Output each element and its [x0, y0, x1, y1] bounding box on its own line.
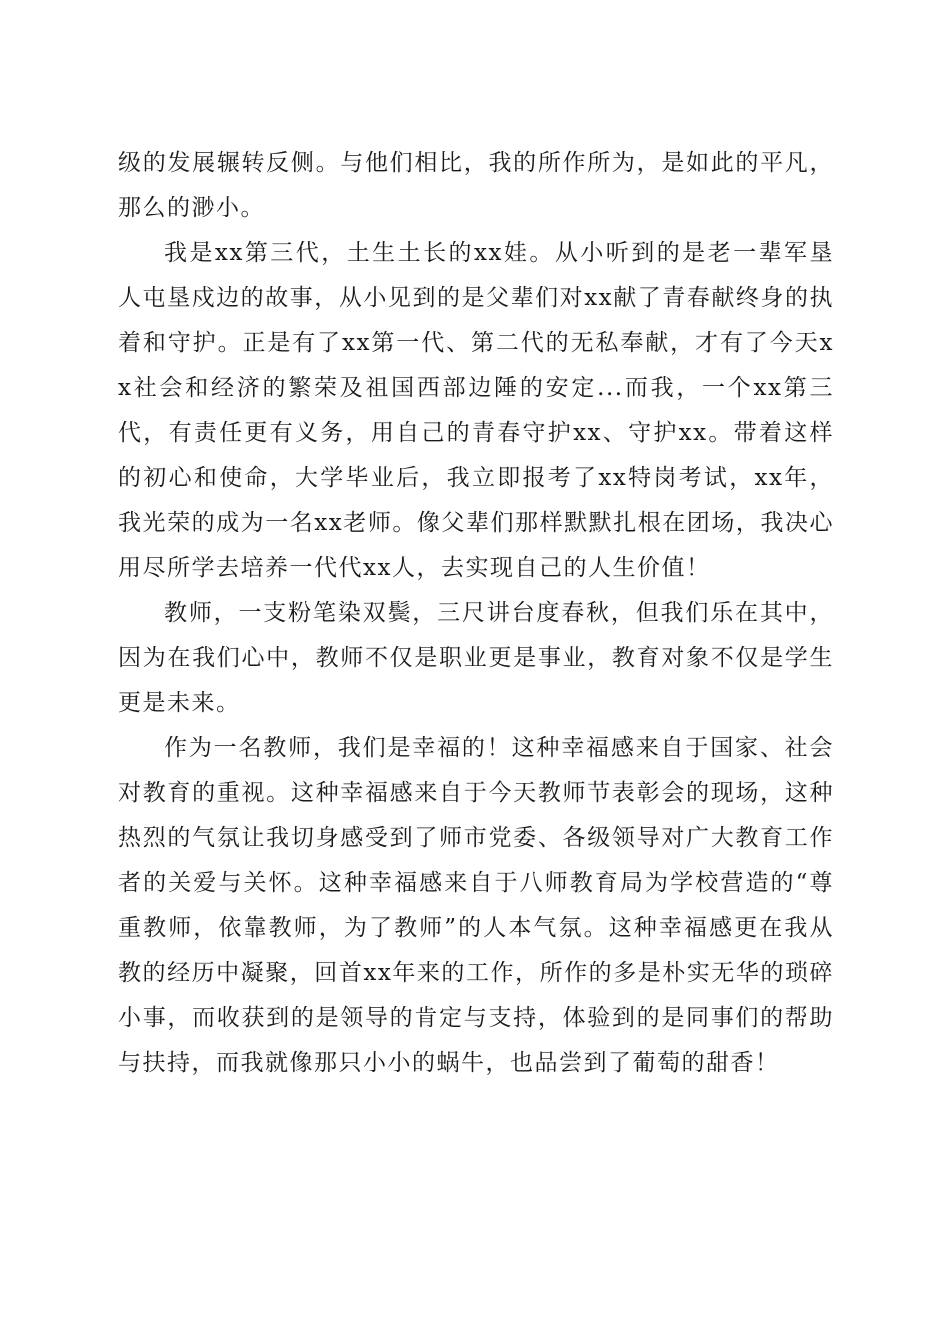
- paragraph-continuation: 级的发展辗转反侧。与他们相比，我的所作所为，是如此的平凡，那么的渺小。: [118, 150, 834, 221]
- body-text: [118, 141, 834, 1086]
- paragraph-teacher: 教师，一支粉笔染双鬓，三尺讲台度春秋，但我们乐在其中，因为在我们心中，教师不仅是职业更是事业，教育对象不仅是学生更是未来。: [118, 600, 834, 716]
- paragraph-happiness: 作为一名教师，我们是幸福的！这种幸福感来自于国家、社会对教育的重视。这种幸福感来自于今天教师节表彰会的现场，这种热烈的气氛让我切身感受到了师市党委、各级领导对广大教育工作者的关爱与关怀。这种幸福感来自于八师教育局为学校营造的“尊重教师，依靠教师，为了教师”的人本气氛。这种幸福感更在我从教的经历中凝聚，回首xx年来的工作，所作的多是朴实无华的琐碎小事，而收获到的是领导的肯定与支持，体验到的是同事们的帮助与扶持，而我就像那只小小的蜗牛，也品尝到了葡萄的甜香！: [118, 735, 834, 1076]
- paragraph-third-generation: 我是xx第三代，土生土长的xx娃。从小听到的是老一辈军垦人屯垦戍边的故事，从小见到的是父辈们对xx献了青春献终身的执着和守护。正是有了xx第一代、第二代的无私奉献，才有了今天xx社会和经济的繁荣及祖国西部边陲的安定...而我，一个xx第三代，有责任更有义务，用自己的青春守护xx、守护xx。带着这样的初心和使命，大学毕业后，我立即报考了xx特岗考试，xx年，我光荣的成为一名xx老师。像父辈们那样默默扎根在团场，我决心用尽所学去培养一代代xx人，去实现自己的人生价值！: [118, 240, 834, 581]
